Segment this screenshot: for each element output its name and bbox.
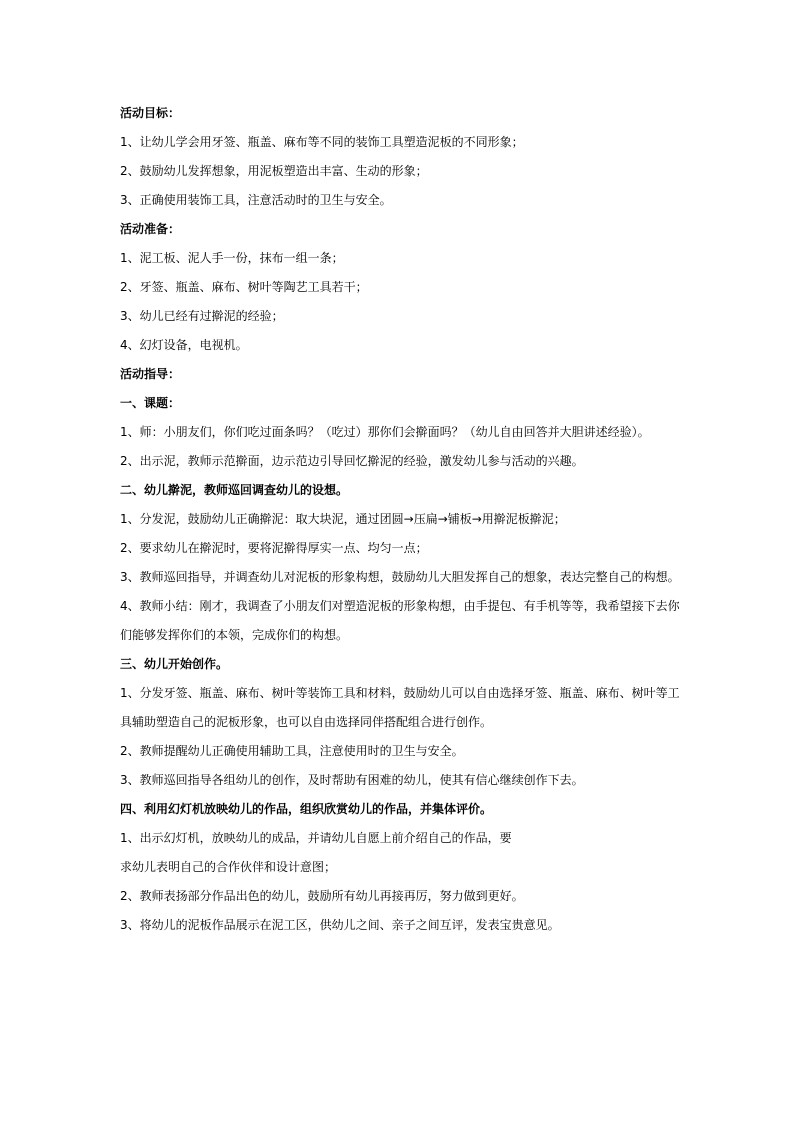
paragraph-line: 3、幼儿已经有过擀泥的经验； — [120, 309, 284, 323]
paragraph-line: 3、正确使用装饰工具，注意活动时的卫生与安全。 — [120, 193, 392, 207]
paragraph-line: 4、幻灯设备，电视机。 — [120, 338, 248, 352]
paragraph-line: 2、鼓励幼儿发挥想象，用泥板塑造出丰富、生动的形象； — [120, 164, 428, 178]
paragraph-line: 1、泥工板、泥人手一份，抹布一组一条； — [120, 251, 344, 265]
paragraph-line: 2、要求幼儿在擀泥时，要将泥擀得厚实一点、均匀一点； — [120, 541, 428, 555]
section-heading: 二、幼儿擀泥，教师巡回调查幼儿的设想。 — [120, 483, 349, 497]
section-heading: 活动指导： — [120, 367, 181, 381]
paragraph-line: 1、出示幻灯机，放映幼儿的成品，并请幼儿自愿上前介绍自己的作品，要 — [120, 831, 512, 845]
paragraph-line: 求幼儿表明自己的合作伙伴和设计意图； — [120, 860, 337, 874]
paragraph-line: 1、分发牙签、瓶盖、麻布、树叶等装饰工具和材料，鼓励幼儿可以自由选择牙签、瓶盖、麻布、树叶等工 — [120, 686, 680, 700]
paragraph-line: 2、教师表扬部分作品出色的幼儿，鼓励所有幼儿再接再厉，努力做到更好。 — [120, 889, 524, 903]
paragraph-line: 3、将幼儿的泥板作品展示在泥工区，供幼儿之间、亲子之间互评，发表宝贵意见。 — [120, 918, 560, 932]
section-heading: 一、课题： — [120, 396, 181, 410]
paragraph-line: 具辅助塑造自己的泥板形象，也可以自由选择同伴搭配组合进行创作。 — [120, 715, 493, 729]
document-body — [120, 99, 680, 940]
paragraph-line: 3、教师巡回指导各组幼儿的创作，及时帮助有困难的幼儿，使其有信心继续创作下去。 — [120, 773, 584, 787]
paragraph-line: 2、出示泥，教师示范擀面，边示范边引导回忆擀泥的经验，激发幼儿参与活动的兴趣。 — [120, 454, 584, 468]
paragraph-line: 1、师：小朋友们，你们吃过面条吗？（吃过）那你们会擀面吗？（幼儿自由回答并大胆讲述经验）。 — [120, 425, 650, 439]
paragraph-line: 3、教师巡回指导，并调查幼儿对泥板的形象构想，鼓励幼儿大胆发挥自己的想象，表达完整自己的构想。 — [120, 570, 680, 584]
paragraph-line: 1、分发泥，鼓励幼儿正确擀泥：取大块泥，通过团圆→压扁→铺板→用擀泥板擀泥； — [120, 512, 566, 526]
paragraph-line: 2、教师提醒幼儿正确使用辅助工具，注意使用时的卫生与安全。 — [120, 744, 464, 758]
section-heading: 活动准备： — [120, 222, 181, 236]
section-heading: 四、利用幻灯机放映幼儿的作品，组织欣赏幼儿的作品，并集体评价。 — [120, 802, 493, 816]
paragraph-line: 1、让幼儿学会用牙签、瓶盖、麻布等不同的装饰工具塑造泥板的不同形象； — [120, 135, 524, 149]
section-heading: 活动目标： — [120, 106, 181, 120]
paragraph-line: 2、牙签、瓶盖、麻布、树叶等陶艺工具若干； — [120, 280, 368, 294]
paragraph-line: 们能够发挥你们的本领，完成你们的构想。 — [120, 628, 349, 642]
paragraph-line: 4、教师小结：刚才，我调查了小朋友们对塑造泥板的形象构想，由手提包、有手机等等，我希望接下去你 — [120, 599, 680, 613]
section-heading: 三、幼儿开始创作。 — [120, 657, 229, 671]
